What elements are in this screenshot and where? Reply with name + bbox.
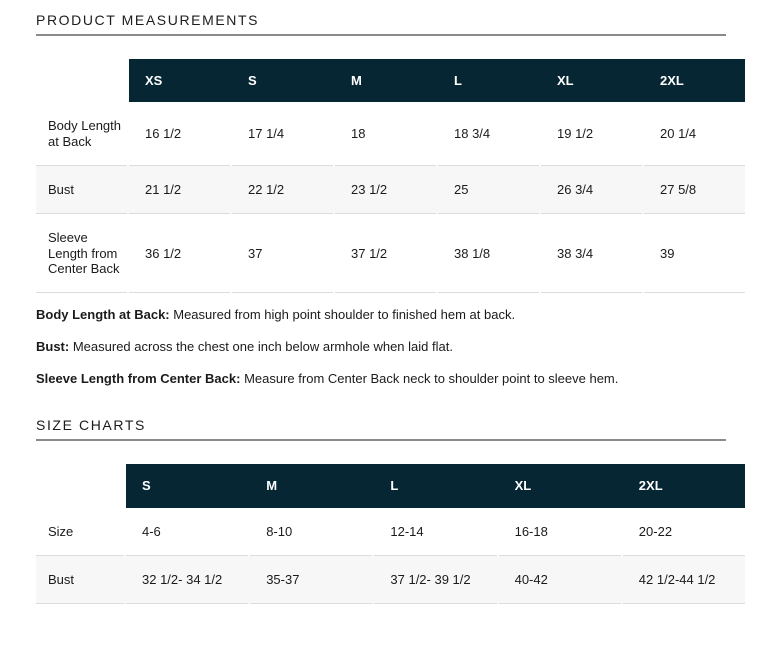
- table-cell: 26 3/4: [541, 166, 642, 214]
- column-header-s: S: [142, 478, 151, 494]
- note-term: Bust:: [36, 339, 70, 355]
- column-header-2xl: 2XL: [638, 478, 663, 494]
- column-header-m: M: [351, 73, 362, 88]
- table-cell: 19 1/2: [541, 102, 642, 166]
- product-measurements-title: PRODUCT MEASUREMENTS: [36, 12, 260, 28]
- table-row-bust: [36, 556, 745, 604]
- table-cell: 38 3/4: [541, 214, 642, 293]
- size-charts-title: SIZE CHARTS: [36, 417, 146, 434]
- table-cell: 37: [232, 214, 333, 293]
- table-cell: 20-22: [623, 508, 745, 556]
- table-cell: 32 1/2- 34 1/2: [126, 556, 248, 604]
- column-header-s: S: [248, 73, 257, 88]
- header-cells: [126, 464, 745, 507]
- note-definition: Measured from high point shoulder to finished hem at back.: [173, 307, 516, 323]
- table-cell: 39: [644, 214, 745, 293]
- table-row-body-length: [36, 102, 745, 166]
- column-header-m: M: [266, 478, 278, 494]
- table-cell: 37 1/2: [335, 214, 436, 293]
- heading-rule: [36, 34, 726, 36]
- heading-rule: [36, 439, 726, 441]
- note-bust: [36, 339, 745, 355]
- table-cell: 37 1/2- 39 1/2: [374, 556, 496, 604]
- table-row-sleeve-length: [36, 214, 745, 293]
- table-cell: 42 1/2-44 1/2: [623, 556, 745, 604]
- table-cell: 17 1/4: [232, 102, 333, 166]
- table-cell: 18: [335, 102, 436, 166]
- table-row-size: [36, 508, 745, 556]
- note-body-length: [36, 307, 745, 323]
- header-cells: [129, 59, 745, 102]
- table-cell: 16-18: [499, 508, 621, 556]
- row-label: Bust: [36, 556, 124, 604]
- row-label: Body Length at Back: [36, 102, 127, 166]
- note-term: Body Length at Back:: [36, 307, 170, 323]
- note-term: Sleeve Length from Center Back:: [36, 371, 241, 387]
- table-cell: 36 1/2: [129, 214, 230, 293]
- table-cell: 20 1/4: [644, 102, 745, 166]
- table-cell: 22 1/2: [232, 166, 333, 214]
- column-header-l: L: [454, 73, 462, 88]
- table-header-row: [36, 464, 745, 507]
- table-cell: 21 1/2: [129, 166, 230, 214]
- row-label: Sleeve Length from Center Back: [36, 214, 127, 293]
- table-cell: 12-14: [374, 508, 496, 556]
- table-header-row: [36, 59, 745, 102]
- table-cell: 27 5/8: [644, 166, 745, 214]
- column-header-xl: XL: [557, 73, 574, 88]
- table-cell: 8-10: [250, 508, 372, 556]
- note-definition: Measure from Center Back neck to shoulder point to sleeve hem.: [244, 371, 619, 387]
- column-header-2xl: 2XL: [660, 73, 684, 88]
- table-cell: 18 3/4: [438, 102, 539, 166]
- note-sleeve-length: [36, 371, 745, 387]
- table-cell: 4-6: [126, 508, 248, 556]
- table-cell: 35-37: [250, 556, 372, 604]
- header-label-spacer: [36, 464, 124, 507]
- column-header-l: L: [390, 478, 399, 494]
- product-measurements-table: [36, 59, 745, 293]
- measurement-notes: [36, 307, 745, 387]
- header-label-spacer: [36, 59, 127, 102]
- note-definition: Measured across the chest one inch below armhole when laid flat.: [72, 339, 453, 355]
- table-cell: 25: [438, 166, 539, 214]
- table-row-bust: [36, 166, 745, 214]
- table-cell: 40-42: [499, 556, 621, 604]
- size-charts-section: [36, 417, 745, 604]
- column-header-xs: XS: [145, 73, 163, 88]
- table-cell: 38 1/8: [438, 214, 539, 293]
- row-label: Size: [36, 508, 124, 556]
- size-charts-table: [36, 464, 745, 604]
- column-header-xl: XL: [514, 478, 532, 494]
- table-cell: 23 1/2: [335, 166, 436, 214]
- row-label: Bust: [36, 166, 127, 214]
- table-cell: 16 1/2: [129, 102, 230, 166]
